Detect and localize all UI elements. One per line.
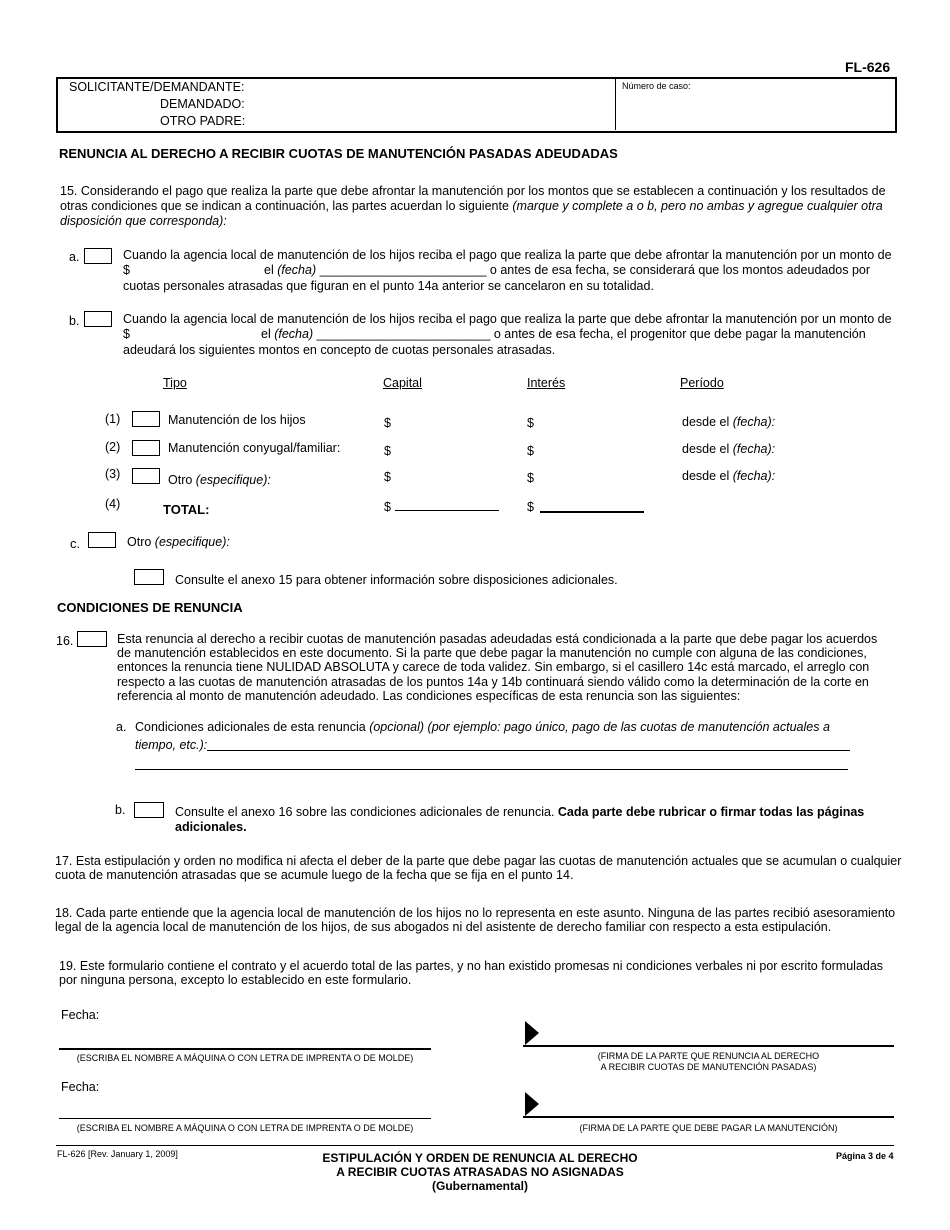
item15b-dollar: $ — [123, 327, 130, 341]
total-capital-line[interactable] — [395, 510, 499, 511]
item16b-line2: adicionales. — [175, 820, 247, 834]
item15b-checkbox[interactable] — [84, 311, 112, 327]
print-name-line-2[interactable] — [59, 1118, 431, 1119]
item15-line3: disposición que corresponda): — [60, 214, 227, 228]
attachment15-checkbox[interactable] — [134, 569, 164, 585]
item16-line1: Esta renuncia al derecho a recibir cuotas de manutención pasadas adeudadas está condicionada a la parte que debe pagar los acuerdos — [117, 632, 878, 646]
item17-line1: 17. Esta estipulación y orden no modifica ni afecta el deber de la parte que debe pagar las cuotas de manutención actuales que se acumulan o cualquier — [55, 854, 902, 868]
signature-caption-2: (FIRMA DE LA PARTE QUE DEBE PAGAR LA MANUTENCIÓN) — [579, 1123, 838, 1133]
row1-num: (1) — [105, 412, 121, 426]
row2-checkbox[interactable] — [132, 440, 160, 456]
row2-num: (2) — [105, 440, 121, 454]
item19-line1: 19. Este formulario contiene el contrato y el acuerdo total de las partes, y no han existido promesas ni condiciones verbales ni por escrito formuladas — [59, 959, 884, 973]
row1-desde: desde el (fecha): — [682, 415, 776, 429]
footer-page: Página 3 de 4 — [836, 1151, 894, 1161]
row2-capital: $ — [384, 444, 391, 458]
item16a-line2: tiempo, etc.): — [135, 738, 208, 752]
item15c-text: Otro (especifique): — [127, 535, 230, 549]
item18-line1: 18. Cada parte entiende que la agencia local de manutención de los hijos no lo representa en este asunto. Ninguna de las partes recibió asesoramiento — [55, 906, 896, 920]
row1-interes: $ — [527, 416, 534, 430]
item16-checkbox[interactable] — [77, 631, 107, 647]
footer-title-line2: A RECIBIR CUOTAS ATRASADAS NO ASIGNADAS — [336, 1165, 624, 1179]
signature-arrow-1-icon — [525, 1021, 539, 1045]
col-periodo: Período — [680, 376, 724, 390]
other-parent-label: OTRO PADRE: — [160, 114, 246, 128]
row1-checkbox[interactable] — [132, 411, 160, 427]
respondent-label: DEMANDADO: — [160, 97, 245, 111]
item16-line5: referencia al monto de manutención adeudado. Las condiciones específicas de esta renuncia son las siguientes: — [117, 689, 741, 703]
item15a-dollar: $ — [123, 263, 130, 277]
signature-line-2[interactable] — [523, 1116, 894, 1118]
item15b-line3: adeudará los siguientes montos en concepto de cuotas personales atrasadas. — [123, 343, 556, 357]
item15b-label: b. — [69, 314, 80, 328]
row2-label: Manutención conyugal/familiar: — [168, 441, 341, 455]
item15a-line1: Cuando la agencia local de manutención de los hijos reciba el pago que realiza la parte que debe afrontar la manutención por un monto de — [123, 248, 892, 262]
row2-desde: desde el (fecha): — [682, 442, 776, 456]
item15a-line2: el (fecha) ________________________ o antes de esa fecha, se considerará que los montos adeudados por — [264, 263, 871, 277]
footer-title-line1: ESTIPULACIÓN Y ORDEN DE RENUNCIA AL DERECHO — [322, 1151, 638, 1165]
total-capital-dollar: $ — [384, 500, 391, 514]
print-name-line-1[interactable] — [59, 1048, 431, 1050]
row3-label: Otro (especifique): — [168, 473, 271, 487]
item15a-checkbox[interactable] — [84, 248, 112, 264]
section-title: RENUNCIA AL DERECHO A RECIBIR CUOTAS DE MANUTENCIÓN PASADAS ADEUDADAS — [59, 146, 618, 161]
caption-divider — [615, 78, 616, 130]
item16b-label: b. — [115, 803, 126, 817]
item16a-blank-2[interactable] — [135, 769, 848, 770]
row1-label: Manutención de los hijos — [168, 413, 306, 427]
total-interes-dollar: $ — [527, 500, 534, 514]
print-name-caption-1: (ESCRIBA EL NOMBRE A MÁQUINA O CON LETRA DE IMPRENTA O DE MOLDE) — [76, 1053, 414, 1063]
item15-line1: 15. Considerando el pago que realiza la parte que debe afrontar la manutención por los montos que se establecen a continuación y los resultados de — [60, 184, 886, 198]
item16a-label: a. — [116, 720, 127, 734]
print-name-caption-2: (ESCRIBA EL NOMBRE A MÁQUINA O CON LETRA DE IMPRENTA O DE MOLDE) — [76, 1123, 414, 1133]
item15-line2: otras condiciones que se indican a continuación, las partes acuerdan lo siguiente (marque y complete a o b, pero no ambas y agregue cualquier otra — [60, 199, 883, 213]
signature-arrow-2-icon — [525, 1092, 539, 1116]
item18-line2: legal de la agencia local de manutención de los hijos, de sus abogados ni del asistente de derecho familiar con respecto a esta estipulación. — [55, 920, 832, 934]
item15b-line1: Cuando la agencia local de manutención de los hijos reciba el pago que realiza la parte que debe afrontar la manutención por un monto de — [123, 312, 892, 326]
item16-label: 16. — [56, 634, 74, 648]
item16b-checkbox[interactable] — [134, 802, 164, 818]
row3-num: (3) — [105, 467, 121, 481]
item16b-line1: Consulte el anexo 16 sobre las condiciones adicionales de renuncia. Cada parte debe rubricar o firmar todas las páginas — [175, 805, 865, 819]
attachment15-text: Consulte el anexo 15 para obtener información sobre disposiciones adicionales. — [175, 573, 618, 587]
item17-line2: cuota de manutención atrasadas que se acumule luego de la fecha que se fija en el punto 14. — [55, 868, 574, 882]
row3-capital: $ — [384, 470, 391, 484]
date-label-2: Fecha: — [61, 1080, 100, 1094]
signature-line-1[interactable] — [523, 1045, 894, 1047]
item19-line2: por ninguna persona, excepto lo establecido en este formulario. — [59, 973, 412, 987]
row3-desde: desde el (fecha): — [682, 469, 776, 483]
item15c-label: c. — [70, 536, 81, 551]
row3-checkbox[interactable] — [132, 468, 160, 484]
item15b-line2: el (fecha) _________________________ o antes de esa fecha, el progenitor que debe pagar la manutención — [261, 327, 866, 341]
footer-title — [280, 1151, 680, 1193]
item15c-checkbox[interactable] — [88, 532, 116, 548]
footer-title-line3: (Gubernamental) — [431, 1179, 528, 1193]
case-number-label: Número de caso: — [622, 81, 691, 91]
form-number: FL-626 — [845, 59, 891, 75]
row2-interes: $ — [527, 444, 534, 458]
row4-num: (4) — [105, 497, 121, 511]
item16-line2: de manutención establecidos en este documento. Si la parte que debe pagar la manutención no cumple con alguna de las condiciones, — [117, 646, 867, 660]
signature-caption-1a: (FIRMA DE LA PARTE QUE RENUNCIA AL DERECHO — [597, 1051, 820, 1061]
item15a-line3: cuotas personales atrasadas que figuran en el punto 14a anterior se cancelaron en su totalidad. — [123, 279, 654, 293]
item16a-text: Condiciones adicionales de esta renuncia (opcional) (por ejemplo: pago único, pago de las cuotas de manutención actuales a — [135, 720, 830, 734]
row1-capital: $ — [384, 416, 391, 430]
footer-rule — [56, 1145, 894, 1146]
date-label-1: Fecha: — [61, 1008, 100, 1022]
item15a-label: a. — [69, 250, 80, 264]
col-interes: Interés — [527, 376, 566, 390]
col-tipo: Tipo — [163, 376, 187, 390]
signature-caption-1b: A RECIBIR CUOTAS DE MANUTENCIÓN PASADAS) — [600, 1062, 817, 1072]
conditions-title: CONDICIONES DE RENUNCIA — [57, 600, 243, 615]
footer-rev: FL-626 [Rev. January 1, 2009] — [57, 1149, 178, 1159]
item16-line4: respecto a las cuotas de manutención atrasadas de los puntos 14a y 14b continuará siendo válido como la determinación de la corte en — [117, 675, 869, 689]
row3-interes: $ — [527, 471, 534, 485]
item16a-blank-1[interactable] — [207, 750, 850, 751]
total-label: TOTAL: — [163, 502, 210, 517]
petitioner-label: SOLICITANTE/DEMANDANTE: — [69, 80, 245, 94]
item16-line3: entonces la renuncia tiene NULIDAD ABSOLUTA y carece de toda validez. Sin embargo, si el casillero 14c está marcado, el arreglo con — [117, 660, 870, 674]
total-interes-line[interactable] — [540, 511, 644, 513]
col-capital: Capital — [383, 376, 422, 390]
